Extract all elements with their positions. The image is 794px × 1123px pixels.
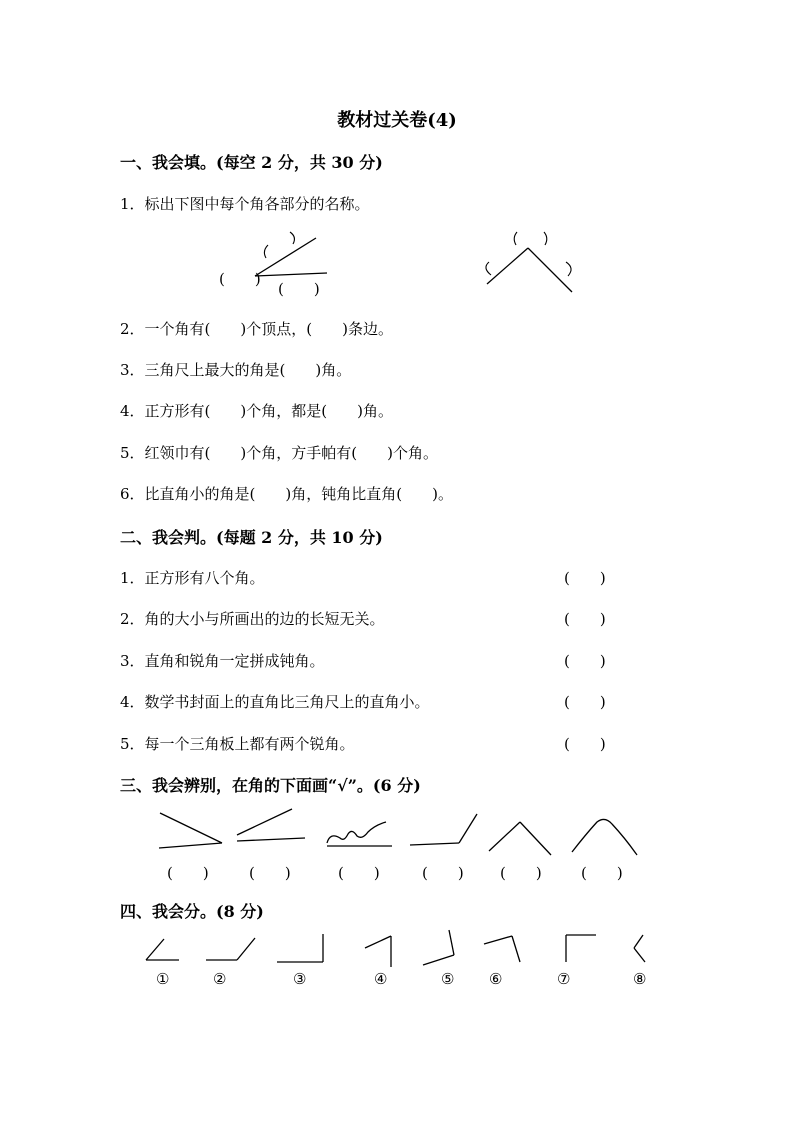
page-title: 教材过关卷(4): [337, 110, 457, 131]
judge-3-answer[interactable]: ( ): [564, 652, 606, 670]
s3-answer-1[interactable]: ( ): [167, 864, 209, 882]
s4-label-4: ④: [374, 970, 388, 988]
s3-answer-4[interactable]: ( ): [422, 864, 464, 882]
s4-angle-6: [484, 936, 520, 962]
s4-angle-1: [146, 939, 179, 960]
question-1-3: 3．三角尺上最大的角是( )角。: [120, 361, 352, 379]
judge-1-answer[interactable]: ( ): [564, 569, 606, 587]
judge-2-answer[interactable]: ( ): [564, 610, 606, 628]
s4-label-2: ②: [213, 970, 227, 988]
judge-5: 5．每一个三角板上都有两个锐角。: [120, 735, 355, 753]
s3-answer-6[interactable]: ( ): [581, 864, 623, 882]
s3-answer-2[interactable]: ( ): [249, 864, 291, 882]
s4-label-5: ⑤: [441, 970, 455, 988]
section-2-heading: 二、我会判。(每题 2 分，共 10 分): [120, 528, 383, 547]
judge-2: 2．角的大小与所画出的边的长短无关。: [120, 610, 385, 628]
s4-label-8: ⑧: [633, 970, 647, 988]
s4-angle-3: [277, 934, 323, 962]
s4-angle-8: [634, 935, 645, 962]
judge-4: 4．数学书封面上的直角比三角尺上的直角小。: [120, 693, 430, 711]
section-4-heading: 四、我会分。(8 分): [120, 902, 264, 921]
judge-3: 3．直角和锐角一定拼成钝角。: [120, 652, 325, 670]
s4-angle-2: [206, 938, 255, 960]
question-1-4: 4．正方形有( )个角，都是( )角。: [120, 402, 393, 420]
s4-angle-5: [423, 930, 454, 965]
judge-4-answer[interactable]: ( ): [564, 693, 606, 711]
left-side-blank[interactable]: ( ): [278, 280, 320, 298]
left-vertex-blank[interactable]: ( ): [219, 270, 261, 288]
s4-angle-4: [365, 936, 391, 967]
question-1-6: 6．比直角小的角是( )角，钝角比直角( )。: [120, 485, 453, 503]
s3-answer-3[interactable]: ( ): [338, 864, 380, 882]
s4-angle-7: [566, 935, 596, 962]
judge-1: 1．正方形有八个角。: [120, 569, 265, 587]
question-1-1: 1．标出下图中每个角各部分的名称。: [120, 195, 370, 213]
s4-label-1: ①: [156, 970, 170, 988]
section-3-heading: 三、我会辨别，在角的下面画“√”。(6 分): [120, 776, 421, 795]
s4-label-3: ③: [293, 970, 307, 988]
question-1-5: 5．红领巾有( )个角，方手帕有( )个角。: [120, 444, 438, 462]
section-1-heading: 一、我会填。(每空 2 分，共 30 分): [120, 153, 383, 172]
question-1-2: 2．一个角有( )个顶点，( )条边。: [120, 320, 393, 338]
s4-label-6: ⑥: [489, 970, 503, 988]
judge-5-answer[interactable]: ( ): [564, 735, 606, 753]
s4-label-7: ⑦: [557, 970, 571, 988]
s3-answer-5[interactable]: ( ): [500, 864, 542, 882]
